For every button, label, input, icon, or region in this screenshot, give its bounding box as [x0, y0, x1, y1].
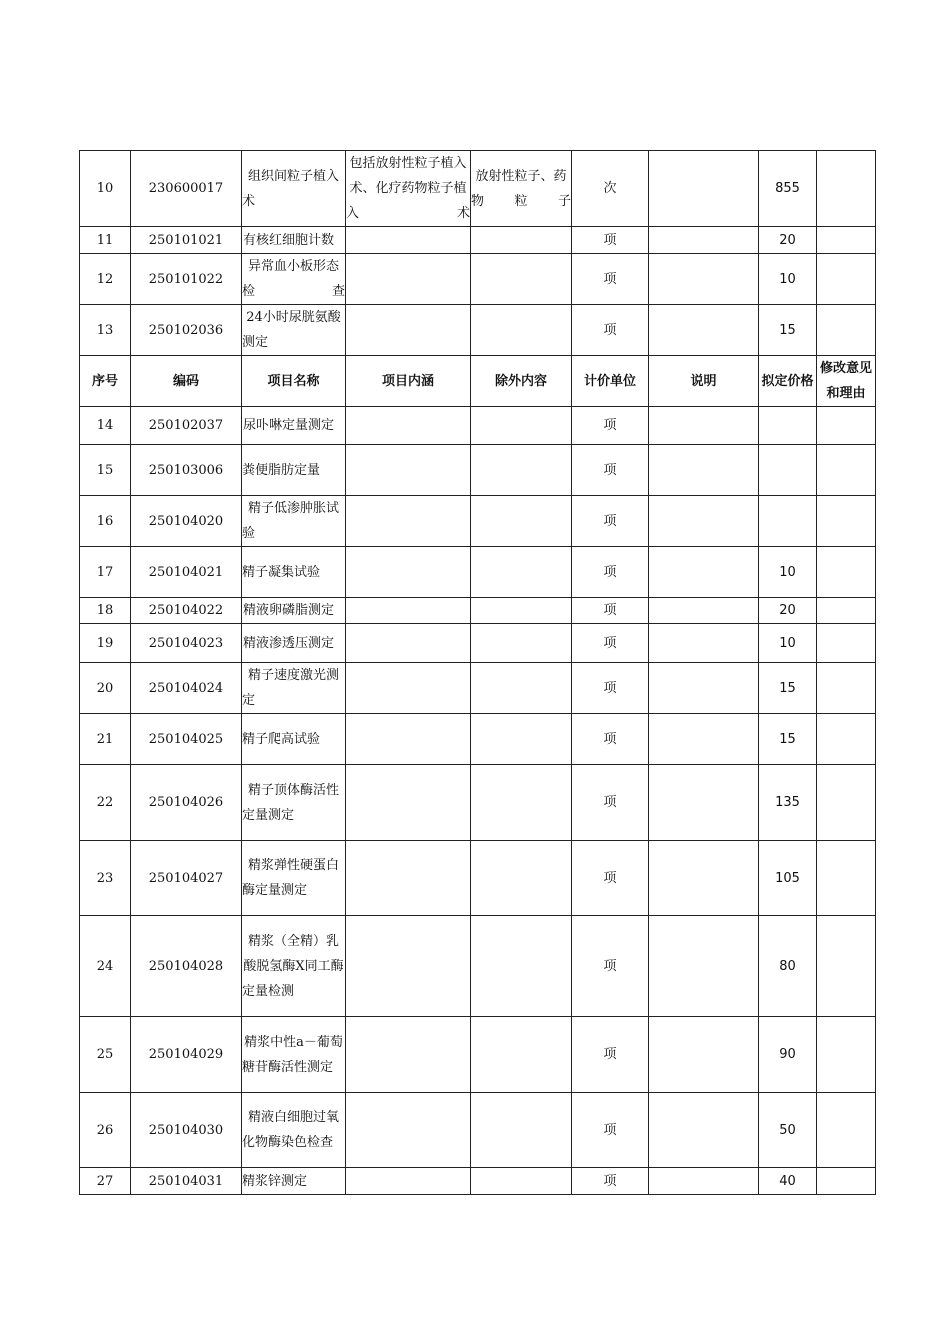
content-cell [346, 663, 471, 714]
name-cell: 精子顶体酶活性定量测定 [242, 765, 346, 841]
exclude-cell [471, 841, 572, 916]
note-cell [649, 841, 759, 916]
code-cell: 250101021 [131, 227, 242, 254]
remark-cell [817, 765, 876, 841]
header-note: 说明 [649, 356, 759, 407]
unit-cell: 项 [572, 624, 649, 663]
exclude-cell [471, 1168, 572, 1195]
code-cell: 250104026 [131, 765, 242, 841]
unit-cell: 项 [572, 663, 649, 714]
name-cell: 组织间粒子植入术 [242, 151, 346, 227]
unit-cell: 次 [572, 151, 649, 227]
exclude-cell [471, 598, 572, 624]
remark-cell [817, 841, 876, 916]
remark-cell [817, 547, 876, 598]
code-cell: 250104023 [131, 624, 242, 663]
price-cell: 15 [759, 714, 817, 765]
seq-cell: 12 [80, 254, 131, 305]
price-cell: 135 [759, 765, 817, 841]
unit-cell: 项 [572, 598, 649, 624]
remark-cell [817, 227, 876, 254]
price-cell: 10 [759, 547, 817, 598]
name-cell: 精液渗透压测定 [242, 624, 346, 663]
price-cell: 855 [759, 151, 817, 227]
unit-cell: 项 [572, 305, 649, 356]
unit-cell: 项 [572, 714, 649, 765]
seq-cell: 23 [80, 841, 131, 916]
price-table [79, 150, 876, 1195]
code-cell: 230600017 [131, 151, 242, 227]
price-cell [759, 445, 817, 496]
name-cell: 尿卟啉定量测定 [242, 407, 346, 445]
note-cell [649, 407, 759, 445]
exclude-cell [471, 916, 572, 1017]
exclude-cell [471, 254, 572, 305]
table-row [80, 151, 876, 227]
name-cell: 精子爬高试验 [242, 714, 346, 765]
name-cell: 精液卵磷脂测定 [242, 598, 346, 624]
note-cell [649, 1093, 759, 1168]
note-cell [649, 714, 759, 765]
note-cell [649, 254, 759, 305]
exclude-cell [471, 407, 572, 445]
table-row [80, 916, 876, 1017]
name-cell: 精浆中性a－葡萄糖苷酶活性测定 [242, 1017, 346, 1093]
remark-cell [817, 1168, 876, 1195]
note-cell [649, 1168, 759, 1195]
seq-cell: 14 [80, 407, 131, 445]
table-row [80, 496, 876, 547]
table-row [80, 765, 876, 841]
code-cell: 250102036 [131, 305, 242, 356]
price-cell: 20 [759, 598, 817, 624]
remark-cell [817, 407, 876, 445]
price-cell: 90 [759, 1017, 817, 1093]
content-cell: 包括放射性粒子植入术、化疗药物粒子植入术 [346, 151, 471, 227]
price-cell: 20 [759, 227, 817, 254]
table-row [80, 1168, 876, 1195]
code-cell: 250104025 [131, 714, 242, 765]
header-exclude: 除外内容 [471, 356, 572, 407]
note-cell [649, 445, 759, 496]
remark-cell [817, 916, 876, 1017]
name-cell: 精子低渗肿胀试验 [242, 496, 346, 547]
seq-cell: 11 [80, 227, 131, 254]
price-cell: 10 [759, 624, 817, 663]
header-remark: 修改意见和理由 [817, 356, 876, 407]
header-content: 项目内涵 [346, 356, 471, 407]
content-cell [346, 916, 471, 1017]
seq-cell: 18 [80, 598, 131, 624]
remark-cell [817, 305, 876, 356]
table-row [80, 841, 876, 916]
unit-cell: 项 [572, 254, 649, 305]
remark-cell [817, 1017, 876, 1093]
table-header-row [80, 356, 876, 407]
name-cell: 精液白细胞过氧化物酶染色检查 [242, 1093, 346, 1168]
note-cell [649, 916, 759, 1017]
content-cell [346, 841, 471, 916]
content-cell [346, 227, 471, 254]
seq-cell: 17 [80, 547, 131, 598]
content-cell [346, 765, 471, 841]
table-row [80, 254, 876, 305]
code-cell: 250103006 [131, 445, 242, 496]
table-row [80, 714, 876, 765]
remark-cell [817, 598, 876, 624]
note-cell [649, 765, 759, 841]
seq-cell: 24 [80, 916, 131, 1017]
name-cell: 粪便脂肪定量 [242, 445, 346, 496]
note-cell [649, 151, 759, 227]
table-row [80, 1093, 876, 1168]
price-cell: 80 [759, 916, 817, 1017]
seq-cell: 15 [80, 445, 131, 496]
unit-cell: 项 [572, 1168, 649, 1195]
header-price: 拟定价格 [759, 356, 817, 407]
code-cell: 250102037 [131, 407, 242, 445]
remark-cell [817, 663, 876, 714]
seq-cell: 25 [80, 1017, 131, 1093]
exclude-cell [471, 445, 572, 496]
exclude-cell [471, 305, 572, 356]
code-cell: 250104022 [131, 598, 242, 624]
remark-cell [817, 1093, 876, 1168]
content-cell [346, 598, 471, 624]
table-row [80, 305, 876, 356]
seq-cell: 26 [80, 1093, 131, 1168]
header-unit: 计价单位 [572, 356, 649, 407]
header-code: 编码 [131, 356, 242, 407]
content-cell [346, 714, 471, 765]
content-cell [346, 445, 471, 496]
name-cell: 精子速度激光测定 [242, 663, 346, 714]
remark-cell [817, 151, 876, 227]
price-cell: 105 [759, 841, 817, 916]
note-cell [649, 227, 759, 254]
exclude-cell [471, 1093, 572, 1168]
table-row [80, 1017, 876, 1093]
table-row [80, 663, 876, 714]
unit-cell: 项 [572, 227, 649, 254]
table-row [80, 227, 876, 254]
content-cell [346, 1017, 471, 1093]
code-cell: 250104027 [131, 841, 242, 916]
content-cell [346, 547, 471, 598]
remark-cell [817, 624, 876, 663]
unit-cell: 项 [572, 1017, 649, 1093]
seq-cell: 13 [80, 305, 131, 356]
note-cell [649, 1017, 759, 1093]
exclude-cell [471, 714, 572, 765]
code-cell: 250104021 [131, 547, 242, 598]
content-cell [346, 1168, 471, 1195]
name-cell: 精浆弹性硬蛋白酶定量测定 [242, 841, 346, 916]
table-row [80, 445, 876, 496]
note-cell [649, 305, 759, 356]
code-cell: 250104030 [131, 1093, 242, 1168]
table-row [80, 598, 876, 624]
unit-cell: 项 [572, 496, 649, 547]
seq-cell: 27 [80, 1168, 131, 1195]
table-row [80, 624, 876, 663]
header-seq: 序号 [80, 356, 131, 407]
content-cell [346, 496, 471, 547]
note-cell [649, 547, 759, 598]
price-cell: 15 [759, 305, 817, 356]
exclude-cell [471, 624, 572, 663]
exclude-cell [471, 496, 572, 547]
note-cell [649, 496, 759, 547]
unit-cell: 项 [572, 1093, 649, 1168]
content-cell [346, 1093, 471, 1168]
code-cell: 250104029 [131, 1017, 242, 1093]
price-cell: 15 [759, 663, 817, 714]
exclude-cell [471, 663, 572, 714]
note-cell [649, 624, 759, 663]
exclude-cell [471, 1017, 572, 1093]
price-cell [759, 407, 817, 445]
price-cell: 10 [759, 254, 817, 305]
content-cell [346, 407, 471, 445]
unit-cell: 项 [572, 765, 649, 841]
name-cell: 24小时尿胱氨酸测定 [242, 305, 346, 356]
note-cell [649, 598, 759, 624]
seq-cell: 19 [80, 624, 131, 663]
unit-cell: 项 [572, 445, 649, 496]
remark-cell [817, 714, 876, 765]
code-cell: 250104020 [131, 496, 242, 547]
table-row [80, 547, 876, 598]
seq-cell: 21 [80, 714, 131, 765]
name-cell: 异常血小板形态检查 [242, 254, 346, 305]
unit-cell: 项 [572, 841, 649, 916]
unit-cell: 项 [572, 547, 649, 598]
code-cell: 250104031 [131, 1168, 242, 1195]
content-cell [346, 305, 471, 356]
header-name: 项目名称 [242, 356, 346, 407]
code-cell: 250104028 [131, 916, 242, 1017]
unit-cell: 项 [572, 916, 649, 1017]
price-cell: 40 [759, 1168, 817, 1195]
exclude-cell [471, 547, 572, 598]
exclude-cell [471, 227, 572, 254]
unit-cell: 项 [572, 407, 649, 445]
content-cell [346, 254, 471, 305]
content-cell [346, 624, 471, 663]
seq-cell: 16 [80, 496, 131, 547]
note-cell [649, 663, 759, 714]
name-cell: 精浆锌测定 [242, 1168, 346, 1195]
name-cell: 精子凝集试验 [242, 547, 346, 598]
table-row [80, 407, 876, 445]
price-cell: 50 [759, 1093, 817, 1168]
code-cell: 250101022 [131, 254, 242, 305]
exclude-cell: 放射性粒子、药物粒子 [471, 151, 572, 227]
seq-cell: 22 [80, 765, 131, 841]
name-cell: 有核红细胞计数 [242, 227, 346, 254]
name-cell: 精浆（全精）乳酸脱氢酶X同工酶定量检测 [242, 916, 346, 1017]
code-cell: 250104024 [131, 663, 242, 714]
seq-cell: 20 [80, 663, 131, 714]
seq-cell: 10 [80, 151, 131, 227]
exclude-cell [471, 765, 572, 841]
remark-cell [817, 254, 876, 305]
remark-cell [817, 496, 876, 547]
remark-cell [817, 445, 876, 496]
price-cell [759, 496, 817, 547]
